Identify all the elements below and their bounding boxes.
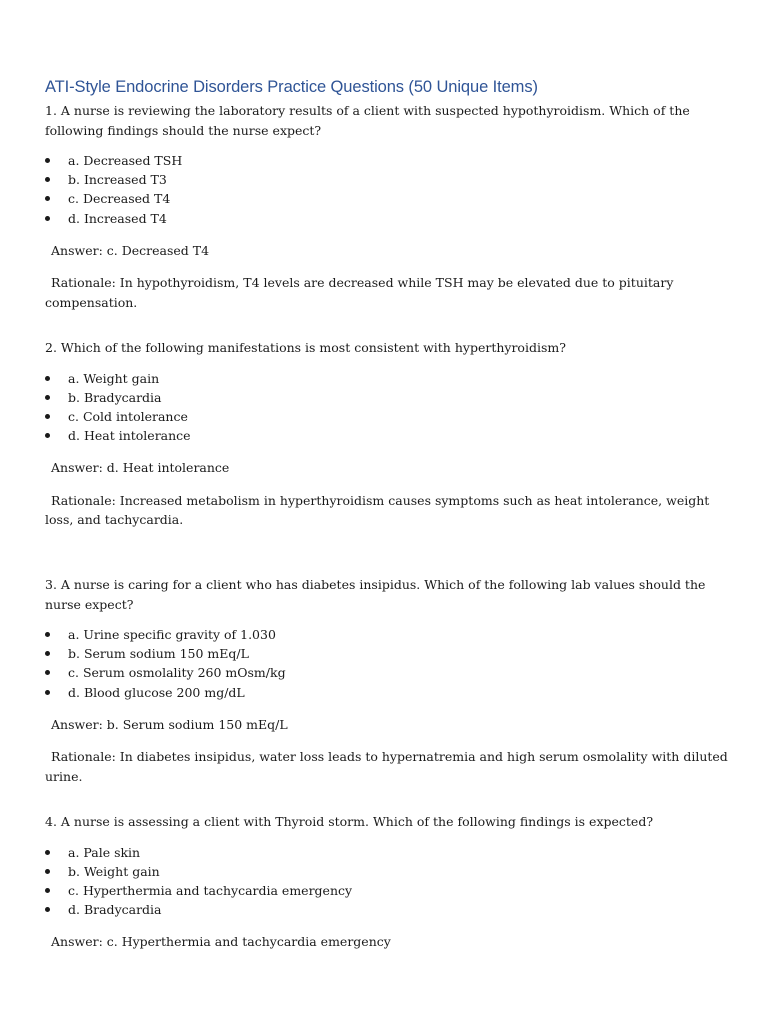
bullet-icon bbox=[45, 376, 50, 381]
options-list bbox=[45, 369, 735, 446]
question-stem: 3. A nurse is caring for a client who has diabetes insipidus. Which of the following lab values should the nurse expect? bbox=[45, 577, 706, 612]
option-item bbox=[45, 151, 735, 170]
bullet-icon bbox=[45, 888, 50, 893]
option-item bbox=[45, 843, 735, 862]
bullet-icon bbox=[45, 651, 50, 656]
option-text: c. Hyperthermia and tachycardia emergency bbox=[68, 882, 353, 898]
option-item bbox=[45, 369, 735, 388]
question-stem: 4. A nurse is assessing a client with Thyroid storm. Which of the following findings is expected? bbox=[45, 814, 654, 829]
option-text: d. Blood glucose 200 mg/dL bbox=[68, 684, 245, 700]
question-2 bbox=[45, 338, 735, 530]
document-title: ATI-Style Endocrine Disorders Practice Questions (50 Unique Items) bbox=[45, 78, 538, 96]
answer-text: Answer: c. Decreased T4 bbox=[51, 242, 210, 258]
answer-text: Answer: d. Heat intolerance bbox=[51, 460, 230, 476]
option-text: b. Increased T3 bbox=[68, 172, 167, 188]
option-item bbox=[45, 407, 735, 426]
option-text: d. Heat intolerance bbox=[68, 428, 191, 444]
bullet-icon bbox=[45, 433, 50, 438]
bullet-icon bbox=[45, 869, 50, 874]
option-item bbox=[45, 170, 735, 189]
option-text: d. Increased T4 bbox=[68, 210, 167, 226]
option-item bbox=[45, 881, 735, 900]
options-list bbox=[45, 625, 735, 702]
bullet-icon bbox=[45, 907, 50, 912]
option-item bbox=[45, 644, 735, 663]
option-item bbox=[45, 625, 735, 644]
bullet-icon bbox=[45, 395, 50, 400]
option-text: c. Serum osmolality 260 mOsm/kg bbox=[68, 665, 286, 681]
question-4 bbox=[45, 812, 735, 952]
option-item bbox=[45, 189, 735, 208]
bullet-icon bbox=[45, 196, 50, 201]
bullet-icon bbox=[45, 414, 50, 419]
option-text: b. Bradycardia bbox=[68, 389, 162, 405]
option-text: d. Bradycardia bbox=[68, 902, 162, 918]
option-item bbox=[45, 683, 735, 702]
bullet-icon bbox=[45, 690, 50, 695]
bullet-icon bbox=[45, 850, 50, 855]
option-item bbox=[45, 388, 735, 407]
option-text: a. Decreased TSH bbox=[68, 153, 183, 168]
question-1 bbox=[45, 101, 735, 312]
bullet-icon bbox=[45, 177, 50, 182]
option-text: a. Pale skin bbox=[68, 844, 141, 860]
question-stem: 1. A nurse is reviewing the laboratory results of a client with suspected hypothyroidism. Which of the following findings should the nurse expect? bbox=[45, 103, 690, 138]
option-text: c. Cold intolerance bbox=[68, 408, 188, 424]
option-item bbox=[45, 209, 735, 228]
question-3 bbox=[45, 575, 735, 786]
answer-text: Answer: b. Serum sodium 150 mEq/L bbox=[51, 716, 288, 732]
rationale-text: Rationale: Increased metabolism in hyperthyroidism causes symptoms such as heat intolerance, weight loss, and tachycardia. bbox=[45, 492, 710, 528]
question-stem: 2. Which of the following manifestations is most consistent with hyperthyroidism? bbox=[45, 340, 566, 355]
bullet-icon bbox=[45, 158, 50, 163]
bullet-icon bbox=[45, 216, 50, 221]
rationale-text: Rationale: In hypothyroidism, T4 levels are decreased while TSH may be elevated due to pituitary compensation. bbox=[45, 275, 674, 310]
option-item bbox=[45, 900, 735, 919]
bullet-icon bbox=[45, 632, 50, 637]
option-text: b. Serum sodium 150 mEq/L bbox=[68, 646, 249, 662]
answer-text: Answer: c. Hyperthermia and tachycardia emergency bbox=[51, 934, 391, 950]
option-text: a. Weight gain bbox=[68, 370, 160, 386]
option-item bbox=[45, 426, 735, 445]
option-item bbox=[45, 663, 735, 682]
bullet-icon bbox=[45, 670, 50, 675]
rationale-text: Rationale: In diabetes insipidus, water loss leads to hypernatremia and high serum osmolality with diluted urine. bbox=[45, 749, 728, 784]
option-text: a. Urine specific gravity of 1.030 bbox=[68, 627, 276, 642]
options-list bbox=[45, 843, 735, 920]
option-text: b. Weight gain bbox=[68, 863, 160, 879]
options-list bbox=[45, 151, 735, 228]
option-text: c. Decreased T4 bbox=[68, 191, 171, 207]
option-item bbox=[45, 862, 735, 881]
